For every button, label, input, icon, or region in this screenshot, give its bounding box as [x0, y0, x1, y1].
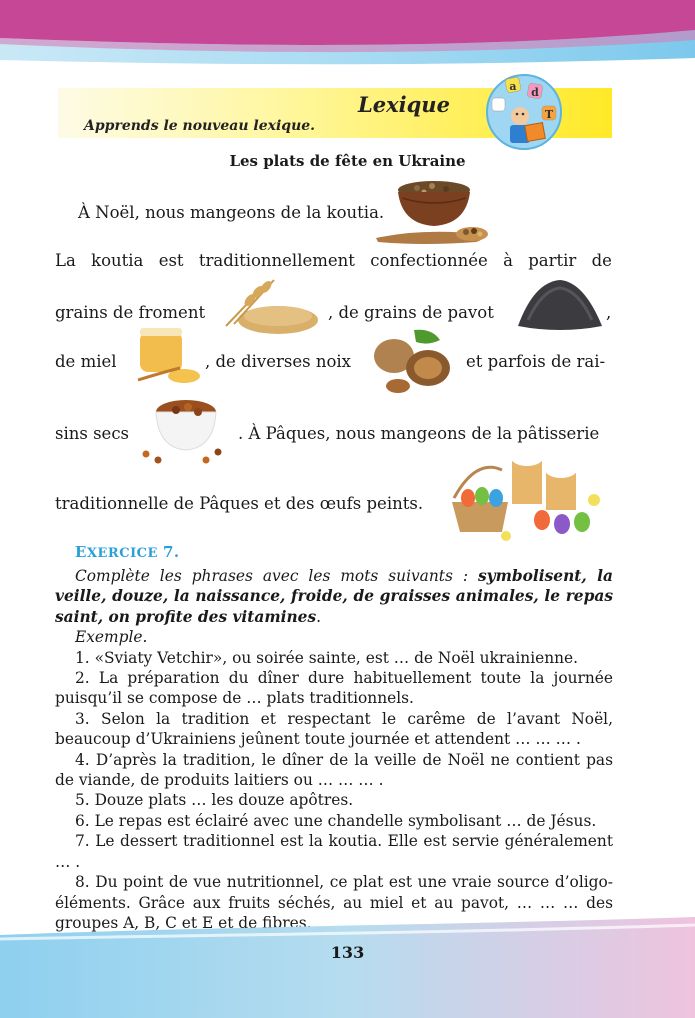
- exercise-item: 5. Douze plats … les douze apôtres.: [75, 791, 354, 810]
- text-line-4c: et parfois de rai-: [466, 352, 606, 371]
- section-title: Les plats de fête en Ukraine: [229, 152, 466, 170]
- koutia-bowl-icon: [372, 176, 494, 248]
- wheat-grains-icon: [218, 278, 324, 336]
- exercise-title-rest: XERCICE: [86, 546, 158, 561]
- exercise-item: 7. Le dessert traditionnel est la koutia. Elle est servie généralement … .: [55, 832, 613, 871]
- word: à: [503, 251, 513, 270]
- mascot-icon: [484, 70, 564, 156]
- exercise-title-num: 7.: [162, 543, 180, 561]
- text-line-5b: . À Pâques, nous mangeons de la pâtisserie: [238, 424, 600, 443]
- exercise-item: 3. Selon la tradition et respectant le carême de l’avant Noël, beaucoup d’Ukrainiens jeûnent toute journée et attendent … … … .: [55, 709, 613, 749]
- exercise-item: 1. «Sviaty Vetchir», ou soirée sainte, est … de Noël ukrainienne.: [75, 648, 579, 667]
- text-line-3b: , de grains de pavot: [328, 303, 494, 322]
- text-line-5a: sins secs: [55, 424, 130, 443]
- word: La: [55, 251, 76, 270]
- page-number: 133: [330, 943, 365, 962]
- word: partir: [528, 251, 577, 270]
- exercise-instruction: Complète les phrases avec les mots suivants : symbolisent, la veille, douze, la naissance, froide, de graisses animales, le repas saint, on profite des vitamines.: [55, 567, 613, 626]
- instruction-text: Complète les phrases avec les mots suivants :: [75, 567, 469, 585]
- exercise-title-first: E: [75, 543, 87, 561]
- word: confectionnée: [370, 251, 488, 270]
- bottom-decor-band: [0, 915, 695, 1018]
- text-line-4b: , de diverses noix: [205, 352, 351, 371]
- poppy-seeds-icon: [514, 276, 604, 334]
- exercise-item: 2. La préparation du dîner dure habituellement toute la journée puisqu’il se compose de … plats traditionnels.: [55, 669, 613, 708]
- exercise-item: 4. D’après la tradition, le dîner de la veille de Noël ne contient pas de viande, de produits laitiers ou … … … .: [55, 750, 613, 790]
- text-line-2: [55, 251, 612, 271]
- lexique-subtitle: Apprends le nouveau lexique.: [84, 118, 316, 134]
- easter-basket-icon: [446, 440, 606, 546]
- exercise-title: [75, 543, 180, 561]
- svg-text:d: d: [531, 86, 539, 99]
- text-line-3c: ,: [606, 303, 612, 322]
- exercise-example: Exemple.: [75, 628, 148, 647]
- raisins-bowl-icon: [136, 392, 226, 468]
- word: est: [158, 251, 184, 270]
- word-list: symbolisent, la veille, douze, la naissance, froide, de graisses animales, le repas saint, on profite des vitamines: [55, 567, 613, 626]
- word: koutia: [91, 251, 144, 270]
- svg-text:a: a: [509, 80, 517, 93]
- svg-text:T: T: [544, 108, 554, 121]
- exercise-item: 8. Du point de vue nutritionnel, ce plat est une vraie source d’oligo-éléments. Grâce aux fruits séchés, au miel et au pavot, … … … des groupes A, B, C et E et de fibres.: [55, 873, 613, 932]
- text-line-4a: de miel: [55, 352, 117, 371]
- top-decor-band: [0, 0, 695, 75]
- exercise-item: 6. Le repas est éclairé avec une chandelle symbolisant … de Jésus.: [75, 811, 597, 830]
- text-line-3a: grains de froment: [55, 303, 206, 322]
- honey-jar-icon: [134, 324, 202, 386]
- lexique-title: Lexique: [358, 92, 450, 117]
- exercise-body: [55, 566, 613, 933]
- walnuts-icon: [370, 326, 454, 396]
- text-line-1: À Noël, nous mangeons de la koutia.: [78, 203, 385, 222]
- word: traditionnellement: [198, 251, 355, 270]
- word: de: [591, 251, 612, 270]
- text-line-6: traditionnelle de Pâques et des œufs peints.: [55, 494, 424, 513]
